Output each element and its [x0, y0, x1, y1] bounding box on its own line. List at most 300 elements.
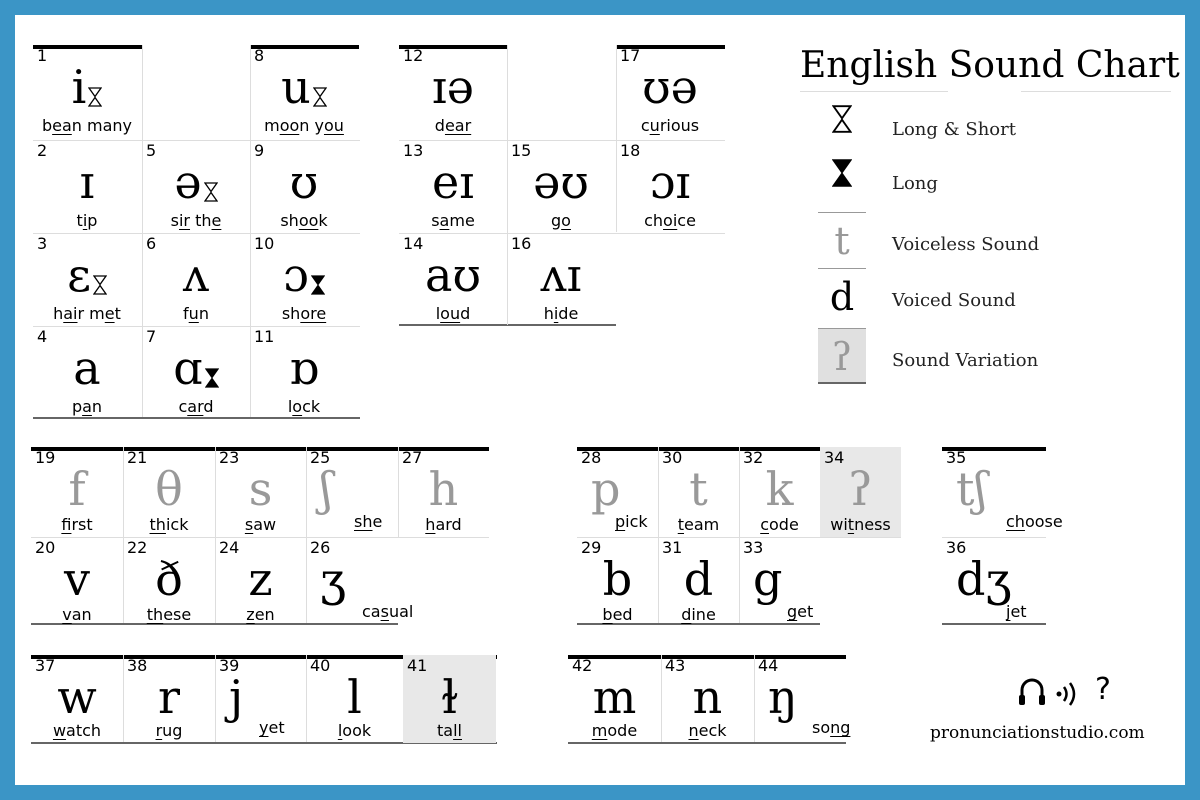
legend-label: Voiceless Sound [892, 234, 1040, 255]
example-word [33, 116, 141, 135]
consonant-cell-24 [215, 537, 306, 627]
sound-number: 34 [824, 448, 845, 467]
ipa-glyph: ʊə [642, 60, 698, 114]
chart-title: English Sound Chart [800, 45, 1180, 86]
underlined-spelling: ar [187, 397, 204, 416]
legend-sample-voiceless: t [818, 212, 866, 268]
example-word [215, 515, 306, 534]
word-fragment: p [87, 211, 98, 230]
underlined-spelling: ou [440, 304, 461, 323]
ipa-symbol: s [248, 462, 273, 516]
ipa-glyph: a [73, 341, 101, 395]
consonant-cell-40 [306, 655, 403, 743]
sound-number: 21 [127, 448, 148, 467]
word-fragment: ese [163, 605, 192, 624]
word-fragment: h [53, 304, 64, 323]
consonant-cell-35 [942, 447, 1063, 537]
sound-number: 23 [219, 448, 240, 467]
underlined-spelling: b [602, 605, 613, 624]
underlined-spelling: u [649, 116, 660, 135]
word-fragment: et [797, 602, 814, 621]
ipa-symbol [33, 342, 141, 394]
underlined-spelling: ir [178, 211, 191, 230]
ipa-glyph: ɛ [67, 248, 91, 302]
ipa-symbol: v [64, 552, 90, 606]
ipa-symbol [142, 249, 250, 301]
word-fragment: en [254, 605, 275, 624]
example-word [250, 211, 358, 230]
example-word [616, 116, 724, 135]
consonant-cell-21 [123, 447, 215, 537]
example-word [661, 721, 754, 740]
word-fragment: ck [302, 397, 321, 416]
website-url: pronunciationstudio.com [930, 723, 1145, 743]
example-word [820, 515, 901, 534]
word-fragment: irst [71, 515, 93, 534]
sound-number: 26 [310, 538, 331, 557]
word-fragment: d [460, 304, 471, 323]
sound-number: 3 [37, 234, 48, 253]
underlined-spelling: e [211, 211, 222, 230]
word-fragment: ook [342, 721, 372, 740]
example-word [33, 304, 141, 323]
underlined-spelling: ch [1006, 512, 1025, 531]
example-word [362, 602, 416, 621]
example-word [399, 211, 507, 230]
vowel-cell-6 [142, 233, 250, 326]
long-short-triangles-icon [832, 103, 852, 139]
example-word [399, 304, 507, 323]
underlined-spelling: oo [279, 116, 300, 135]
legend-label: Voiced Sound [892, 290, 1016, 311]
word-fragment: n [91, 397, 103, 416]
cell-divider [1021, 91, 1171, 92]
sound-number: 20 [35, 538, 56, 557]
example-word [250, 397, 358, 416]
underlined-spelling: c [760, 515, 769, 534]
cell-divider [800, 91, 948, 92]
sound-number: 6 [146, 234, 157, 253]
underlined-spelling: n [688, 721, 699, 740]
example-word [615, 512, 658, 531]
ipa-symbol [399, 249, 507, 301]
consonant-cell-42 [568, 655, 661, 743]
vowel-cell-14 [399, 233, 507, 326]
underlined-spelling: u [188, 304, 199, 323]
underlined-spelling: y [259, 718, 269, 737]
underlined-spelling: a [439, 211, 450, 230]
sound-chart-card [15, 15, 1185, 785]
word-fragment: s [170, 211, 179, 230]
ipa-symbol [250, 342, 358, 394]
consonant-cell-25 [306, 447, 398, 537]
sound-number: 22 [127, 538, 148, 557]
consonant-cell-20 [31, 537, 123, 627]
sound-number: 1 [37, 46, 48, 65]
underlined-spelling: m [591, 721, 608, 740]
ipa-glyph: i [71, 60, 87, 114]
example-word [1006, 512, 1063, 531]
sound-number: 27 [402, 448, 423, 467]
word-fragment: l [435, 304, 441, 323]
word-fragment: oose [1024, 512, 1063, 531]
ipa-symbol: d [683, 552, 714, 606]
consonant-cell-32 [739, 447, 820, 537]
consonant-cell-31 [658, 537, 739, 627]
word-fragment: eam [684, 515, 720, 534]
sound-number: 2 [37, 141, 48, 160]
word-fragment: sh [280, 211, 299, 230]
word-fragment: wi [830, 515, 848, 534]
example-word [403, 721, 496, 740]
word-fragment: ness [854, 515, 891, 534]
consonant-cell-39 [215, 655, 306, 743]
word-fragment: et [1010, 602, 1027, 621]
underlined-spelling: ai [63, 304, 78, 323]
sound-number: 32 [743, 448, 764, 467]
underlined-spelling: l [337, 721, 343, 740]
word-fragment: m [264, 116, 280, 135]
example-word [306, 721, 403, 740]
legend-sample-voiced: d [818, 268, 866, 324]
ipa-glyph: ɪ [79, 155, 95, 209]
underlined-spelling: j [1006, 602, 1011, 621]
word-fragment: ick [165, 515, 189, 534]
example-word [577, 605, 658, 624]
example-word [250, 116, 358, 135]
long-short-triangles-icon [93, 253, 107, 305]
word-fragment: aw [253, 515, 277, 534]
consonant-cell-36 [942, 537, 1046, 627]
sound-number: 8 [254, 46, 265, 65]
word-fragment: ca [362, 602, 381, 621]
example-word [259, 718, 306, 737]
vowel-cell-5 [142, 140, 250, 233]
ipa-symbol [33, 61, 141, 117]
word-fragment: ed [612, 605, 633, 624]
headphones-icon [1018, 675, 1046, 717]
underlined-spelling: oi [663, 211, 678, 230]
sound-number: 17 [620, 46, 641, 65]
long-solid-triangles-icon [205, 346, 219, 398]
consonant-cell-30 [658, 447, 739, 537]
ipa-symbol: h [428, 462, 459, 516]
word-fragment: f [183, 304, 189, 323]
ipa-symbol: dʒ [956, 552, 1012, 606]
word-fragment: ine [691, 605, 716, 624]
word-fragment: g [551, 211, 562, 230]
underlined-spelling: w [52, 721, 67, 740]
example-word [568, 721, 661, 740]
ipa-glyph: ʌ [183, 248, 209, 302]
ipa-glyph: eɪ [432, 155, 474, 209]
consonant-cell-28 [577, 447, 658, 537]
underlined-spelling: th [149, 515, 166, 534]
example-word [812, 718, 851, 737]
consonant-cell-44 [754, 655, 851, 743]
sound-number: 9 [254, 141, 265, 160]
vowel-cell-18 [616, 140, 724, 233]
example-word [658, 515, 739, 534]
ipa-glyph: ə [174, 155, 202, 209]
ipa-symbol: k [765, 462, 794, 516]
ipa-glyph: ɪə [432, 60, 474, 114]
vowel-cell-17 [616, 45, 724, 138]
example-word [142, 211, 250, 230]
question-mark-icon: ? [1095, 672, 1111, 707]
sound-number: 11 [254, 327, 275, 346]
example-word [142, 397, 250, 416]
word-fragment: k [318, 211, 328, 230]
word-fragment: so [812, 718, 831, 737]
word-fragment: an [71, 605, 92, 624]
word-fragment: sh [281, 304, 301, 323]
legend-label: Sound Variation [892, 350, 1039, 371]
word-fragment: p [71, 397, 83, 416]
vowel-cell-11 [250, 326, 358, 419]
word-fragment: ard [435, 515, 462, 534]
vowel-cell-9 [250, 140, 358, 233]
consonant-cell-19 [31, 447, 123, 537]
underlined-spelling: s [244, 515, 254, 534]
word-fragment: h [543, 304, 554, 323]
sound-number: 18 [620, 141, 641, 160]
vowel-cell-7 [142, 326, 250, 419]
long-short-triangles-icon [88, 65, 102, 117]
sound-number: 35 [946, 448, 967, 467]
word-fragment: de [558, 304, 579, 323]
word-fragment: n [198, 304, 209, 323]
ipa-symbol: l [347, 670, 362, 724]
example-word [142, 304, 250, 323]
ipa-symbol: m [592, 670, 637, 724]
sound-number: 14 [403, 234, 424, 253]
ipa-symbol: ð [155, 552, 183, 606]
sound-number: 29 [581, 538, 602, 557]
sound-number: 37 [35, 656, 56, 675]
underlined-spelling: o [292, 397, 303, 416]
sound-number: 38 [127, 656, 148, 675]
vowel-cell-4 [33, 326, 141, 419]
example-word [399, 116, 507, 135]
long-solid-triangles-icon [311, 253, 325, 305]
ipa-glyph: ɒ [289, 341, 319, 395]
underlined-spelling: ea [52, 116, 72, 135]
word-fragment: b [41, 116, 53, 135]
ipa-symbol [33, 249, 141, 305]
sound-number: 19 [35, 448, 56, 467]
consonant-cell-38 [123, 655, 215, 743]
word-fragment: ch [644, 211, 664, 230]
ipa-symbol: j [229, 670, 244, 724]
vowel-cell-3 [33, 233, 141, 326]
consonant-cell-23 [215, 447, 306, 537]
example-word [507, 304, 615, 323]
sound-number: 15 [511, 141, 532, 160]
ipa-glyph: ʊ [289, 155, 319, 209]
underlined-spelling: ore [300, 304, 327, 323]
word-fragment: me [449, 211, 475, 230]
underlined-spelling: v [62, 605, 72, 624]
sound-number: 41 [407, 656, 428, 675]
underlined-spelling: sh [354, 512, 373, 531]
underlined-spelling: g [787, 602, 798, 621]
underlined-spelling: t [847, 515, 855, 534]
ipa-symbol [616, 61, 724, 113]
ipa-symbol: ʃ [320, 462, 333, 516]
ipa-symbol [142, 156, 250, 212]
word-fragment: c [640, 116, 650, 135]
word-fragment: c [178, 397, 188, 416]
example-word [31, 605, 123, 624]
ipa-symbol: ʔ [848, 462, 873, 516]
underlined-spelling: o [561, 211, 571, 230]
sound-number: 7 [146, 327, 157, 346]
underlined-spelling: ll [453, 721, 462, 740]
consonant-cell-34 [820, 447, 901, 537]
ipa-glyph: u [281, 60, 311, 114]
consonant-cell-26 [306, 537, 416, 627]
ipa-symbol [250, 156, 358, 208]
consonant-cell-33 [739, 537, 820, 627]
ipa-symbol [616, 156, 724, 208]
ipa-symbol [250, 61, 358, 117]
vowel-cell-16 [507, 233, 615, 326]
ipa-glyph: aʊ [425, 248, 481, 302]
underlined-spelling: ear [444, 116, 472, 135]
word-fragment: n y [299, 116, 324, 135]
vowel-cell-13 [399, 140, 507, 233]
ipa-symbol: ŋ [768, 670, 798, 724]
vowel-cell-8 [250, 45, 358, 138]
underlined-spelling: d [681, 605, 692, 624]
sound-number: 24 [219, 538, 240, 557]
underlined-spelling: f [61, 515, 72, 534]
ipa-symbol: θ [155, 462, 183, 516]
ipa-symbol [250, 249, 358, 305]
word-fragment: ta [437, 721, 454, 740]
ipa-symbol [142, 342, 250, 398]
vowel-cell-2 [33, 140, 141, 233]
underlined-spelling: z [246, 605, 255, 624]
example-word [787, 602, 820, 621]
ipa-symbol: ɫ [440, 670, 459, 724]
word-fragment: r m [77, 304, 105, 323]
sound-number: 42 [572, 656, 593, 675]
sound-number: 40 [310, 656, 331, 675]
ipa-symbol [399, 156, 507, 208]
sound-number: 30 [662, 448, 683, 467]
word-fragment: d [434, 116, 445, 135]
underlined-spelling: oo [298, 211, 319, 230]
sound-number: 31 [662, 538, 683, 557]
word-fragment: n many [71, 116, 133, 135]
legend-label: Long & Short [892, 119, 1016, 140]
word-fragment: th [190, 211, 212, 230]
example-word [123, 721, 215, 740]
example-word [354, 512, 398, 531]
ipa-symbol [399, 61, 507, 113]
sound-number: 43 [665, 656, 686, 675]
ipa-symbol: t [689, 462, 708, 516]
word-fragment: t [76, 211, 83, 230]
consonant-cell-29 [577, 537, 658, 627]
ipa-glyph: ɔɪ [649, 155, 691, 209]
word-fragment: s [431, 211, 440, 230]
sound-number: 10 [254, 234, 275, 253]
consonant-cell-43 [661, 655, 754, 743]
sound-number: 25 [310, 448, 331, 467]
sound-number: 5 [146, 141, 157, 160]
sound-number: 36 [946, 538, 967, 557]
example-word [739, 515, 820, 534]
example-word [616, 211, 724, 230]
consonant-cell-41 [403, 655, 496, 743]
legend-label: Long [892, 173, 938, 194]
long-short-triangles-icon [313, 65, 327, 117]
long-solid-triangles-icon [832, 157, 852, 193]
ipa-symbol: g [753, 552, 783, 606]
vowel-cell-15 [507, 140, 615, 233]
word-fragment: eck [698, 721, 727, 740]
sound-number: 28 [581, 448, 602, 467]
example-word [398, 515, 489, 534]
ipa-glyph: ɔ [283, 248, 309, 302]
ipa-symbol: n [692, 670, 723, 724]
underlined-spelling: t [677, 515, 685, 534]
underlined-spelling: i [82, 211, 88, 230]
example-word [1006, 602, 1046, 621]
word-fragment: ode [769, 515, 799, 534]
example-word [123, 605, 215, 624]
sound-number: 44 [758, 656, 779, 675]
sound-number: 13 [403, 141, 424, 160]
sound-number: 33 [743, 538, 764, 557]
example-word [31, 721, 123, 740]
consonant-cell-22 [123, 537, 215, 627]
ipa-symbol: w [57, 670, 97, 724]
ipa-symbol: b [602, 552, 633, 606]
word-fragment: et [268, 718, 285, 737]
ipa-symbol: p [591, 462, 621, 516]
word-fragment: ug [162, 721, 183, 740]
example-word [658, 605, 739, 624]
example-word [215, 605, 306, 624]
ipa-symbol [33, 156, 141, 208]
word-fragment: d [203, 397, 214, 416]
sound-number: 39 [219, 656, 240, 675]
ipa-symbol: tʃ [956, 462, 987, 516]
sound-number: 16 [511, 234, 532, 253]
word-fragment: ual [388, 602, 414, 621]
consonant-cell-27 [398, 447, 489, 537]
underlined-spelling: th [146, 605, 164, 624]
ipa-symbol: r [158, 670, 180, 724]
example-word [33, 397, 141, 416]
underlined-spelling: p [615, 512, 626, 531]
example-word [507, 211, 615, 230]
ipa-glyph: ʌɪ [540, 248, 582, 302]
sound-number: 4 [37, 327, 48, 346]
word-fragment: atch [66, 721, 102, 740]
sound-number: 12 [403, 46, 424, 65]
ipa-glyph: ɑ [173, 341, 203, 395]
legend-sample-variation: ʔ [818, 328, 866, 384]
word-fragment: t [114, 304, 121, 323]
underlined-spelling: ou [323, 116, 344, 135]
example-word [33, 211, 141, 230]
underlined-spelling: s [380, 602, 389, 621]
